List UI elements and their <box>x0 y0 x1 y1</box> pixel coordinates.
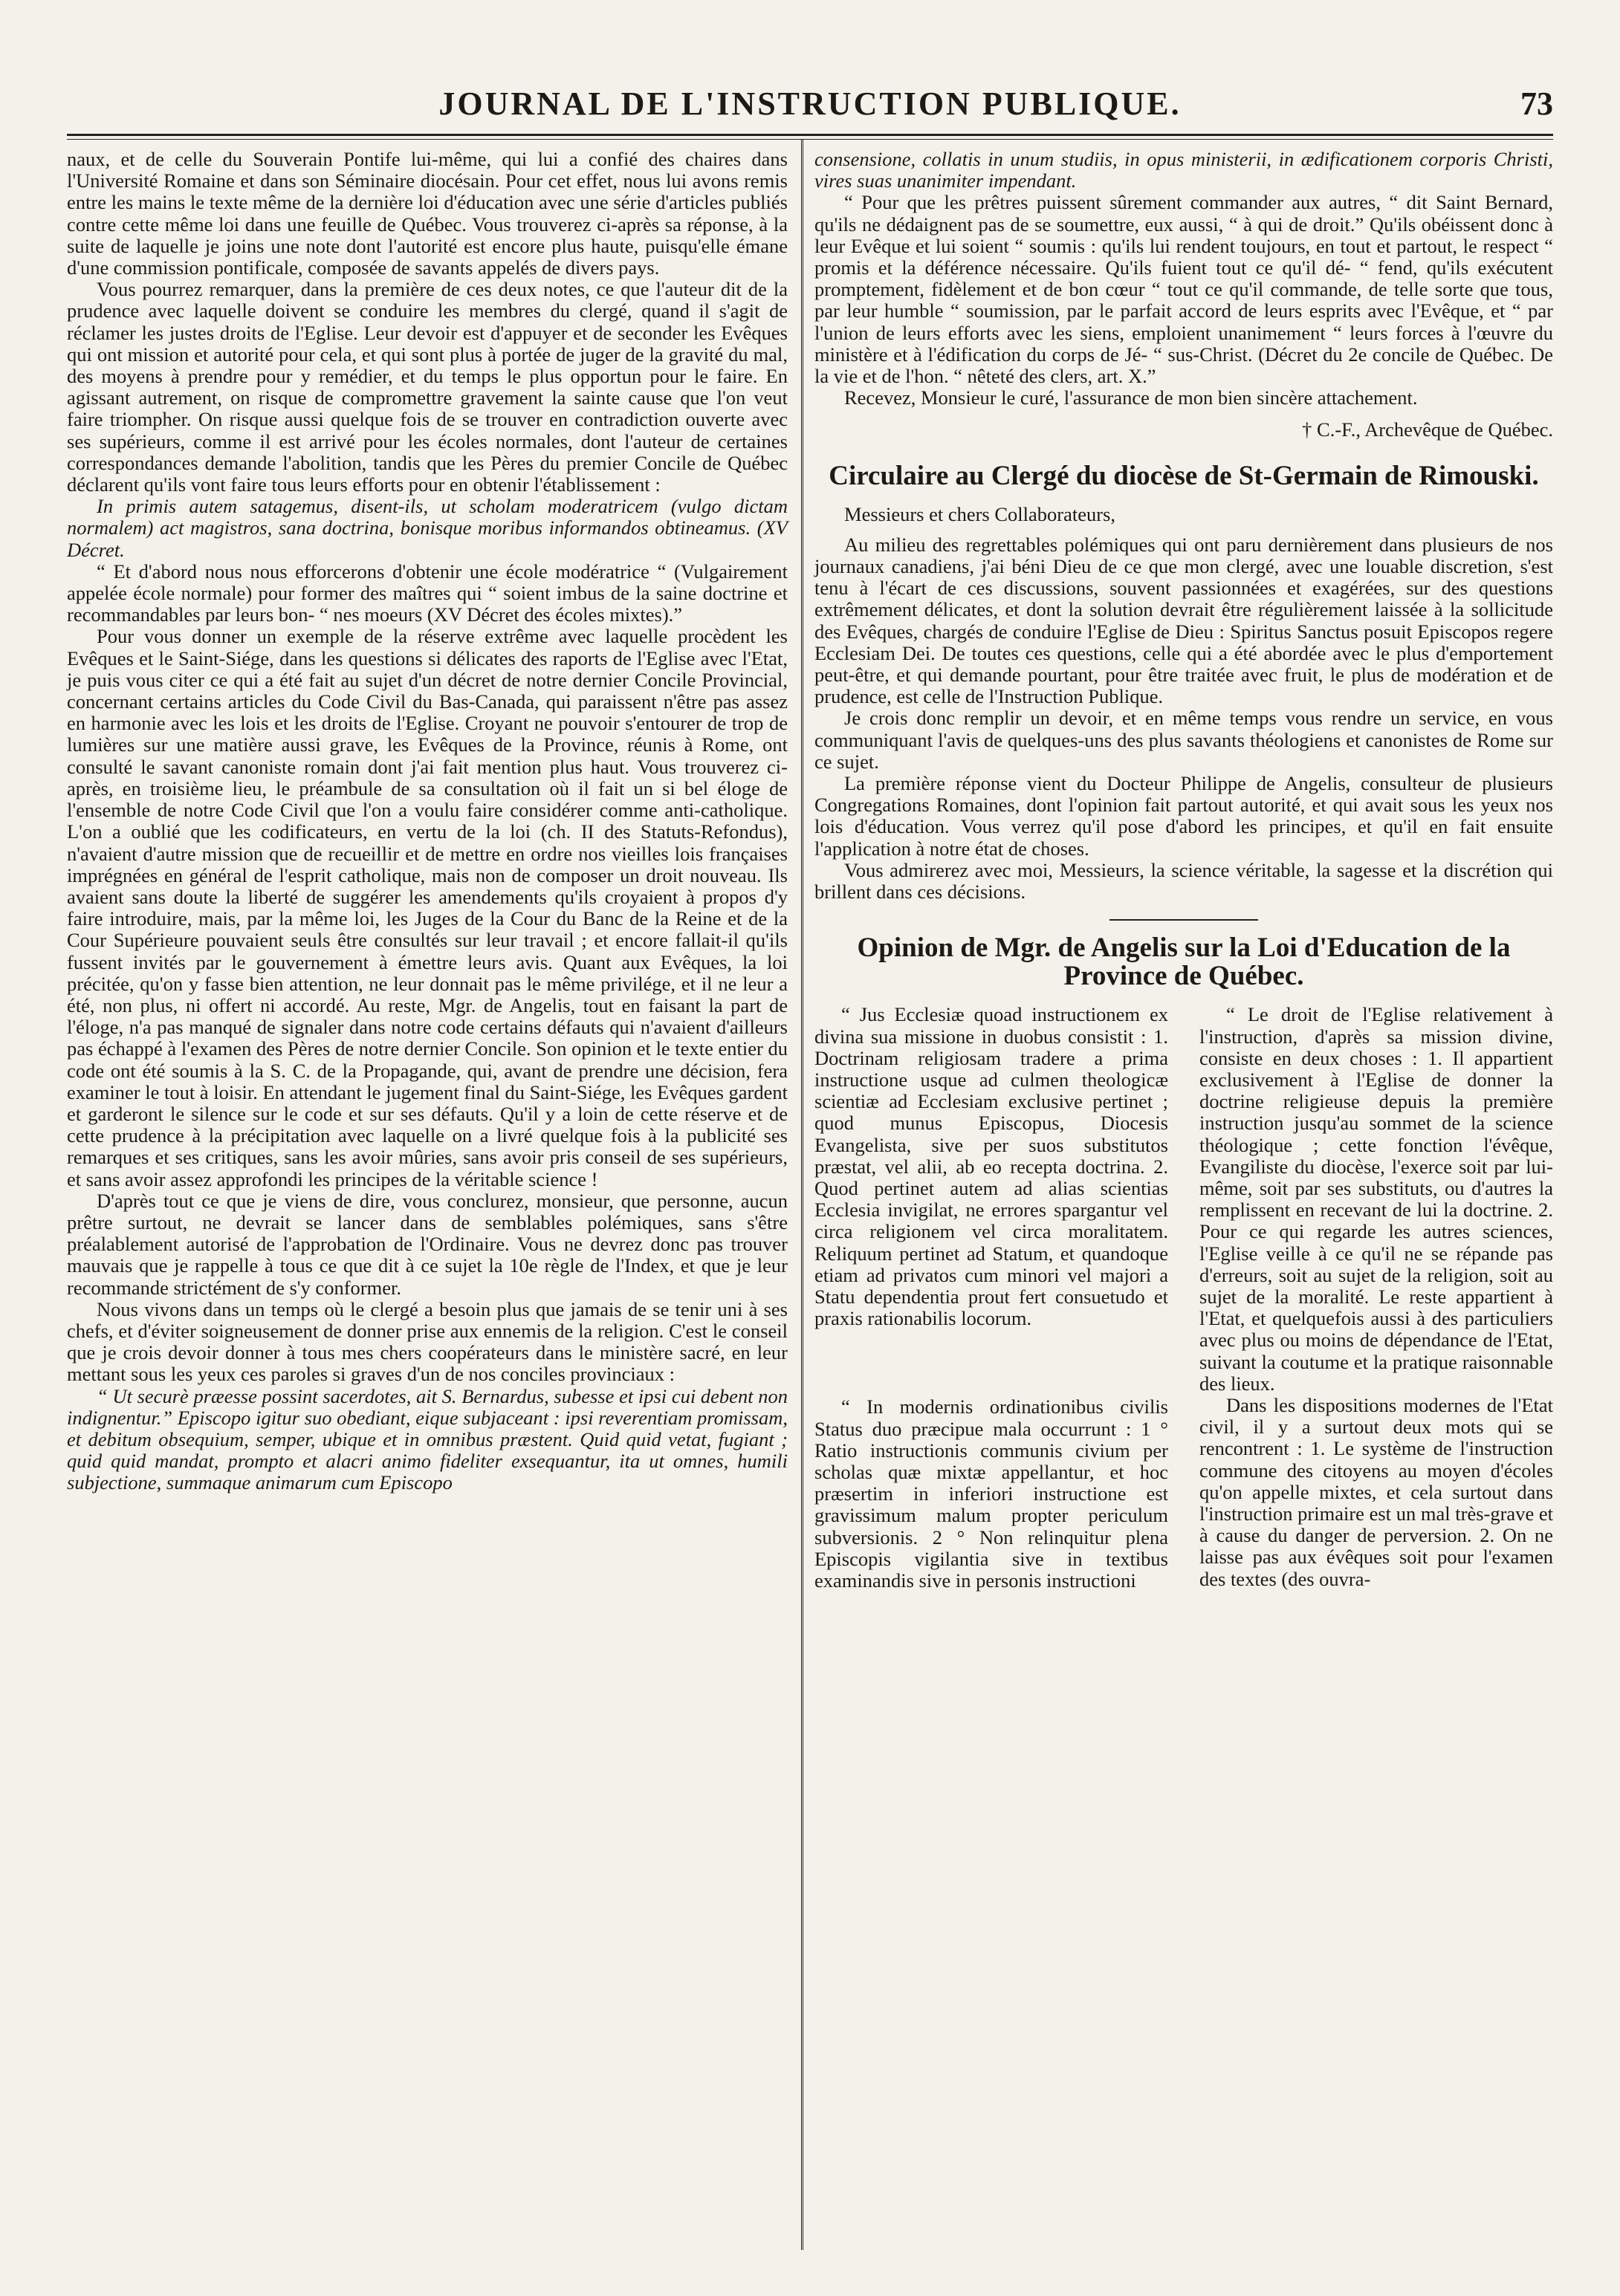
page-header <box>67 74 1553 134</box>
french-subcolumn <box>1199 1004 1553 1592</box>
journal-title: JOURNAL DE L'INSTRUCTION PUBLIQUE. <box>438 85 1182 122</box>
circulaire-paragraph: Vous admirerez avec moi, Messieurs, la science véritable, la sagesse et la discrétion qui brillent dans ces décisions. <box>814 858 1553 904</box>
page-number: 73 <box>1520 85 1553 122</box>
article-paragraph: naux, et de celle du Souverain Pontife lui-même, qui lui a confié des chaires dans l'Université Romaine et dans son Séminaire diocésain. Pour cet effet, nous lui avons remis entre les mains le texte même de la dernière loi d'éducation avec une série d'articles publiés contre cette même loi dans une feuille de Québec. Vous trouverez ci-après sa réponse, à la suite de laquelle je joins une note dont l'autorité est encore plus haute, puisqu'elle émane d'une commission pontificale, composée de savants appelés de divers pays. <box>67 148 788 279</box>
circulaire-paragraph: Je crois donc remplir un devoir, et en même temps vous rendre un service, en vous communiquant l'avis de quelques-uns des plus savants théologiens et canonistes de Rome sur ce sujet. <box>814 707 1553 773</box>
circulaire-paragraph: La première réponse vient du Docteur Philippe de Angelis, consulteur de plusieurs Congregations Romaines, dont l'opinion fait partout autorité, et qui avait sous les yeux nos lois d'éducation. Vous verrez qu'il pose d'abord les principes, et qu'il en fait ensuite l'application à notre état de choses. <box>814 772 1553 860</box>
closing-salutation: Recevez, Monsieur le curé, l'assurance de mon bien sincère attachement. <box>844 386 1418 409</box>
circulaire-paragraph: Au milieu des regrettables polémiques qui ont paru dernièrement dans plusieurs de nos journaux canadiens, j'ai béni Dieu de ce que mon clergé, avec une louable discretion, s'est tenu à l'écart de ces discussions, souvent passionnées et exagérées, sur des questions extrêmement délicates, et dont la solution devrait être régulièrement laissée à la sollicitude des Evêques, chargés de conduire l'Eglise de Dieu : Spiritus Sanctus posuit Episcopos regere Ecclesiam Dei. De toutes ces questions, celle qui a été abordée avec le plus d'emportement peut-être, et qui demande pourtant, pour être traitée avec fruit, le plus de modération et de prudence, est celle de l'Instruction Publique. <box>814 533 1553 708</box>
article-paragraph: D'après tout ce que je viens de dire, vous conclurez, monsieur, que personne, aucun prêtre surtout, ne devrait se lancer dans de semblables polémiques, sans s'être préalablement autorisé de l'approbation de l'Ordinaire. Vous ne devrez donc pas trouver mauvais que je rappelle à tous ce que dit à ce sujet la 10e règle de l'Index, et que je leur recommande strictément de s'y conformer. <box>67 1189 788 1299</box>
opinion-two-columns <box>814 1004 1553 1592</box>
french-paragraph: “ Le droit de l'Eglise relativement à l'instruction, d'après sa mission divine, consiste en deux choses : 1. Il appartient exclusivement à l'Eglise de donner la doctrine religieuse depuis la première instruction jusqu'au sommet de la science théologique ; cette fonction l'évêque, Evangiliste du diocèse, l'exerce soit par lui-même, soit par ses substituts, ou d'autres la remplissent en recevant de lui la doctrine. 2. Pour ce qui regarde les autres sciences, l'Eglise veille à ce qu'il ne se répande pas d'erreurs, soit au sujet de la religion, soit au sujet de la moralité. Le reste appartient à l'Etat, et quelquefois aussi à des particuliers avec plus ou moins de dépendance de l'Etat, suivant la coutume et la pratique raisonnable des lieux. <box>1199 1003 1553 1395</box>
latin-quote-continued: consensione, collatis in unum studiis, in opus ministerii, in ædificationem corporis Christi, vires suas unanimiter impendant. <box>814 148 1553 192</box>
article-paragraph: Vous pourrez remarquer, dans la première de ces deux notes, ce que l'auteur dit de la prudence avec laquelle doivent se conduire les membres du clergé, quand il s'agit de réclamer les justes droits de l'Eglise. Leur devoir est d'appuyer et de seconder les Evêques qui ont mission et autorité pour cela, et qui sont plus à portée de juger de la gravité du mal, des moyens à prendre pour y remédier, et du temps le plus opportun pour le faire. En agissant autrement, on risque de compromettre gravement la sainte cause que l'on veut faire triompher. On risque aussi quelque fois de se trouver en contradiction ouverte avec ses supérieurs, comme il est arrivé pour les écoles normales, dont l'auteur de certaines correspondances demande l'abolition, tandis que les Pères du premier Concile de Québec déclarent qu'ils vont faire tous leurs efforts pour en obtenir l'établissement : <box>67 278 788 496</box>
latin-subcolumn <box>814 1004 1168 1592</box>
latin-quote: In primis autem satagemus, disent-ils, ut scholam moderatricem (vulgo dictam normalem) act magistros, sana doctrina, bonisque moribus informandos obtineamus. (XV Décret. <box>67 495 788 561</box>
french-paragraph: Dans les dispositions modernes de l'Etat civil, il y a surtout deux mots qui se rencontrent : 1. Le système de l'instruction commune des citoyens au moyen d'écoles qu'on appelle mixtes, et cela surtout dans l'instruction primaire est un mal très-grave et à cause du danger de perversion. 2. On ne laisse pas aux évêques soit pour l'examen des textes (des ouvra- <box>1199 1393 1553 1590</box>
section-divider <box>1109 919 1258 921</box>
right-column <box>814 149 1553 1592</box>
header-rule <box>67 134 1553 140</box>
opinion-title: Opinion de Mgr. de Angelis sur la Loi d'Education de la Province de Québec. <box>857 933 1511 992</box>
left-column <box>67 149 788 1494</box>
circulaire-title: Circulaire au Clergé du diocèse de St-Germain de Rimouski. <box>829 460 1539 491</box>
latin-quote: “ Ut securè præesse possint sacerdotes, ait S. Bernardus, subesse et ipsi cui debent non indignentur.” Episcopo igitur suo obediant, eique subjaceant : ipsi reverentiam promissam, et debitum obsequium, semper, ubique et in omnibus præstent. Quid quid vetat, fugiant ; quid quid mandat, prompto et alacri animo fideliter exsequantur, ita ut omnes, humili subjectione, summaque animarum cum Episcopo <box>67 1384 788 1494</box>
spacer <box>814 1329 1168 1396</box>
latin-paragraph: “ Jus Ecclesiæ quoad instructionem ex divina sua missione in duobus consistit : 1. Doctrinam religiosam tradere a prima instructione usque ad culmen theologicæ scientiæ ad Ecclesiam exclusive pertinet ; quod munus Episcopus, Diocesis Evangelista, sive per suos substitutos præstat, vel alii, ab eo recepta doctrina. 2. Quod pertinet autem ad alias scientias Ecclesia invigilat, ne errores spargantur vel circa religionem vel circa moralitatem. Reliquum pertinet ad Statum, et quandoque etiam ad privatos cum minori vel majori a Statu dependentia prout fert consuetudo et praxis rationabilis locorum. <box>814 1003 1168 1330</box>
circulaire-greeting: Messieurs et chers Collaborateurs, <box>844 502 1116 525</box>
latin-paragraph: “ In modernis ordinationibus civilis Status duo præcipue mala occurrunt : 1 ° Ratio instructionis communis civium per scholas quæ mixtæ appellantur, et hoc præsertim in inferiori instructione est gravissimum malum propter periculum subversionis. 2 ° Non relinquitur plena Episcopis vigilantia sive in textibus examinandis sive in personis instructioni <box>814 1395 1168 1592</box>
quote-translation: “ Et d'abord nous nous efforcerons d'obtenir une école modératrice “ (Vulgairement appelée école normale) pour former des maîtres qui “ soient imbus de la saine doctrine et recommandables par leurs bon- “ nes moeurs (XV Décret des écoles mixtes).” <box>67 560 788 626</box>
quote-translation: “ Pour que les prêtres puissent sûrement commander aux autres, “ dit Saint Bernard, qu'ils ne dédaignent pas de se soumettre, eux aussi, “ à qui de droit.” Qu'ils obéissent donc à leur Evêque et lui soient “ soumis : qu'ils lui rendent toujours, en tout et partout, le respect “ promis et la déférence nécessaire. Qu'ils fuient tout ce qu'il dé- “ fend, qu'ils exécutent promptement, fidèlement et de bon cœur “ tout ce qu'il commande, de telle sorte que tous, par leur humble “ soumission, par le parfait accord de leurs esprits avec l'Evêque, et “ par l'union de leurs efforts avec les siens, emploient unanimement “ leurs forces à l'œuvre du ministère et à l'édification du corps de Jé- “ sus-Christ. (Décret du 2e concile de Québec. De la vie et de l'hon. “ nêteté des clers, art. X.” <box>814 191 1553 388</box>
column-separator <box>801 140 803 2250</box>
signature: † C.-F., Archevêque de Québec. <box>1302 418 1553 441</box>
article-paragraph: Nous vivons dans un temps où le clergé a besoin plus que jamais de se tenir uni à ses chefs, et d'éviter soigneusement de donner prise aux ennemis de la religion. C'est le conseil que je crois devoir donner à tous mes chers coopérateurs dans le ministère sacré, en leur mettant sous les yeux ces paroles si graves d'un de nos conciles provinciaux : <box>67 1297 788 1386</box>
article-paragraph: Pour vous donner un exemple de la réserve extrême avec laquelle procèdent les Evêques et le Saint-Siége, dans les questions si délicates des raports de l'Eglise avec l'Etat, je puis vous citer ce qui a été fait au sujet d'un décret de notre dernier Concile Provincial, concernant certains articles du Code Civil du Bas-Canada, qui paraissent n'être pas assez en harmonie avec les lois et les droits de l'Eglise. Croyant ne pouvoir s'entourer de trop de lumières sur une matière aussi grave, les Evêques de la Province, réunis à Rome, ont consulté le savant canoniste romain dont j'ai fait mention plus haut. Vous trouverez ci-après, en troisième lieu, le préambule de sa consultation où il fait un si bel éloge de l'ensemble de notre Code Civil que l'on a voulu faire considérer comme anti-catholique. L'on a oublié que les codificateurs, en vertu de la loi (ch. II des Statuts-Refondus), n'avaient d'autre mission que de recueillir et de mettre en ordre nos vieilles lois françaises imprégnées en général de l'esprit catholique, mais non de composer un droit nouveau. Ils avaient sans doute la liberté de suggérer les amendements qu'ils croyaient à propos d'y faire introduire, mais, par la même loi, les Juges de la Cour du Banc de la Reine et de la Cour Supérieure pouvaient seuls être consultés sur leur travail ; et encore fallait-il qu'ils fussent invités par le gouvernement à émettre leurs avis. Quant aux Evêques, la loi précitée, qu'on y fasse bien attention, ne leur donnait pas le même privilége, et il ne leur a été, non plus, ni offert ni accordé. Au reste, Mgr. de Angelis, tout en faisant la part de l'éloge, n'a pas manqué de signaler dans notre code certains défauts qui n'avaient d'ailleurs pas échappé à l'examen des Pères de notre dernier Concile. Son opinion et le texte entier du code ont été soumis à la S. C. de la Propagande, qui, avant de prendre une décision, fera examiner le tout à loisir. En attendant le jugement final du Saint-Siége, les Evêques gardent et garderont le silence sur le code et sur ses défauts. Qu'il y a loin de cette réserve et de cette prudence à la précipitation avec laquelle on a livré quelque fois à la publicité ses remarques et ses critiques, sans les avoir mûries, sans avoir pris conseil de ses supérieurs, et sans avoir assez approfondi les principes de la véritable science ! <box>67 625 788 1190</box>
